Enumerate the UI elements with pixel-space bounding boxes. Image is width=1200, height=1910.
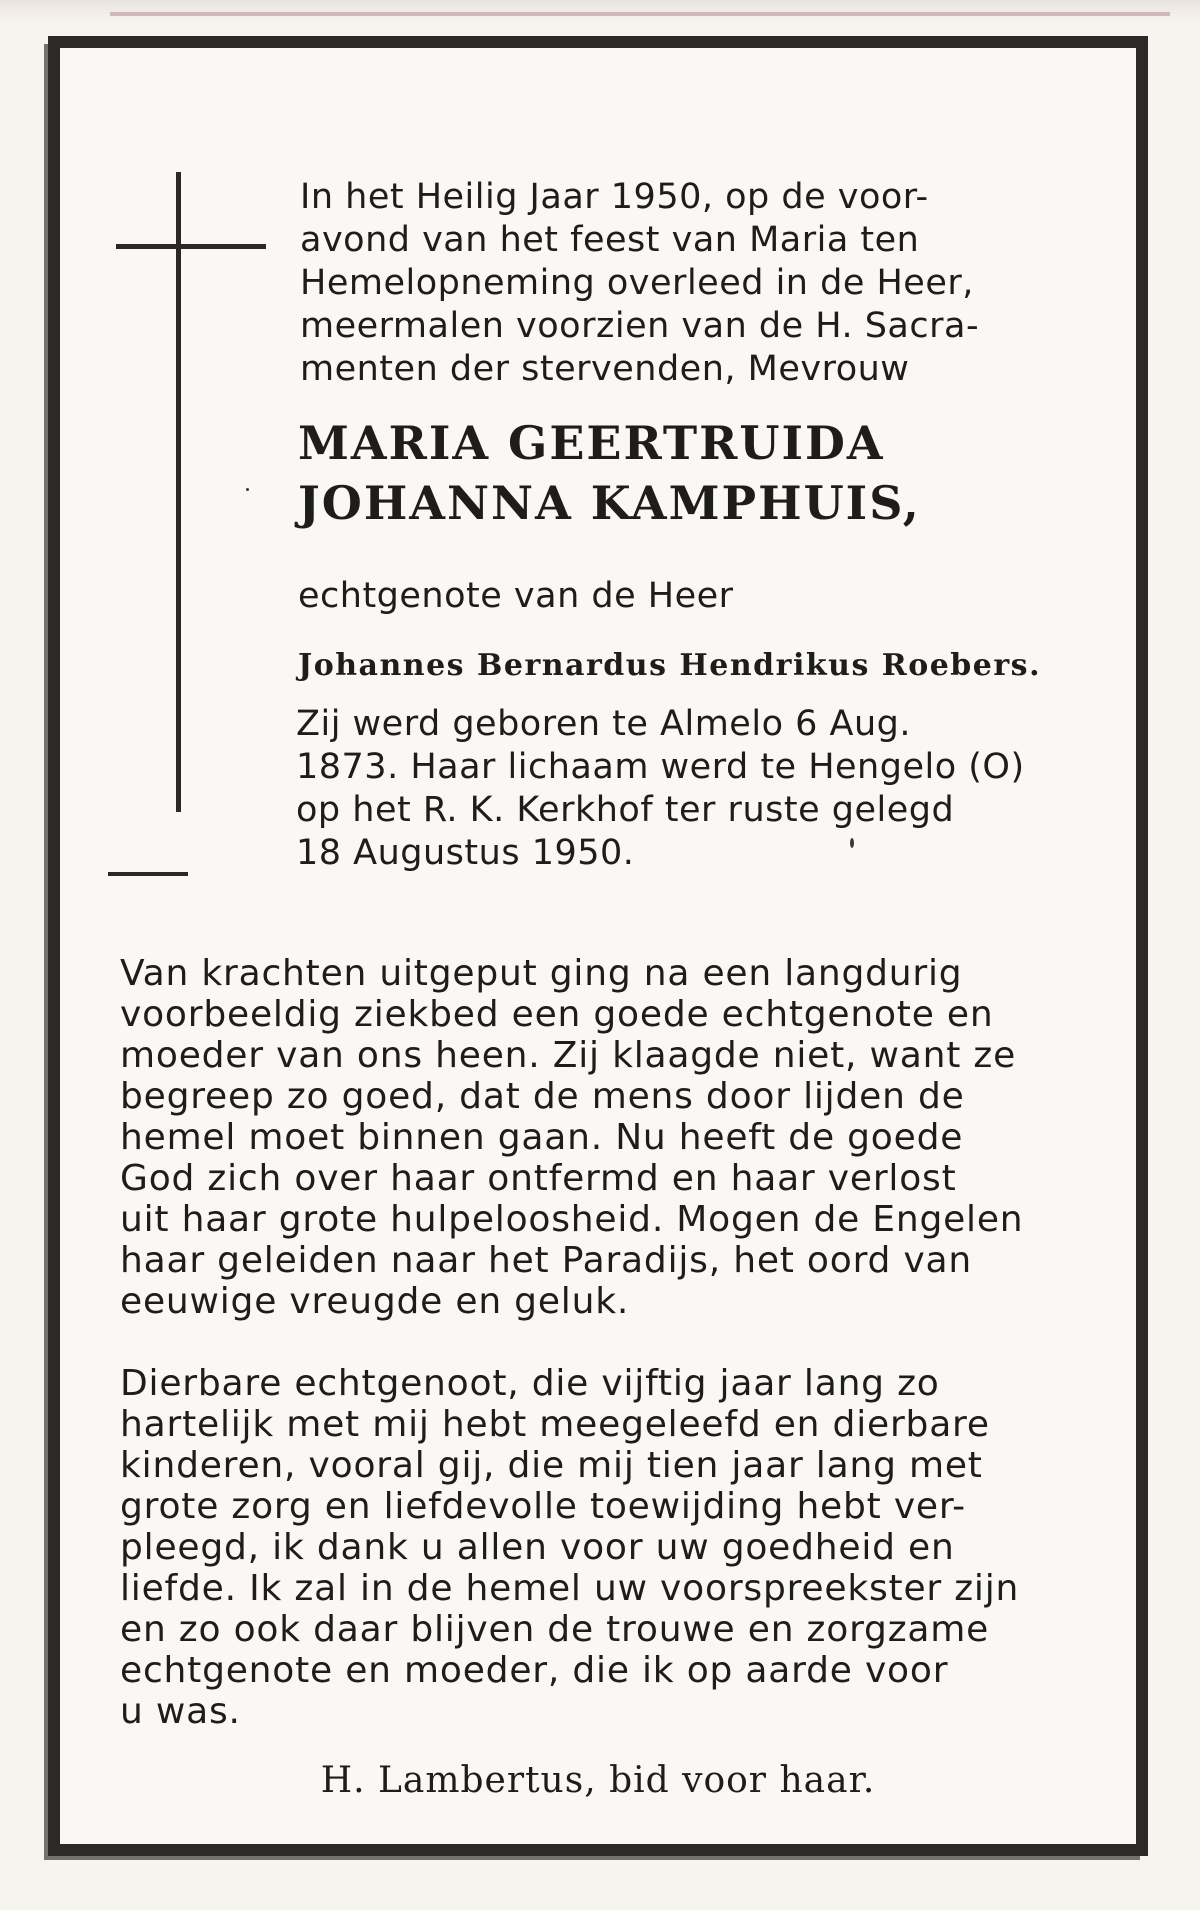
paragraph-line: kinderen, vooral gij, die mij tien jaar lang met [120,1445,983,1486]
paragraph-line: hemel moet binnen gaan. Nu heeft de goede [120,1117,964,1158]
birth-line: op het R. K. Kerkhof ter ruste gelegd [296,790,955,830]
deceased-name-line: JOHANNA KAMPHUIS, [298,476,921,530]
birth-line: Zij werd geboren te Almelo 6 Aug. [296,704,911,744]
paragraph-line: hartelijk met mij hebt meegeleefd en dierbare [120,1404,990,1445]
paragraph-line: God zich over haar ontfermd en haar verlost [120,1158,957,1199]
paragraph-line: liefde. Ik zal in de hemel uw voorspreekster zijn [120,1568,1020,1609]
intro-line: menten der stervenden, Mevrouw [300,349,910,389]
scan-speck [850,838,854,848]
paragraph-line: echtgenote en moeder, die ik op aarde voor [120,1650,949,1691]
paragraph-line: en zo ook daar blijven de trouwe en zorgzame [120,1609,990,1650]
cross-icon-horizontal-bar [116,244,266,249]
intro-text [300,176,1130,391]
paragraph-line: haar geleiden naar het Paradijs, het oord van [120,1240,973,1281]
birth-line: 1873. Haar lichaam werd te Hengelo (O) [296,747,1025,787]
deceased-name-line: MARIA GEERTRUIDA [298,416,885,470]
paragraph-line: moeder van ons heen. Zij klaagde niet, want ze [120,1035,1017,1076]
intro-line: In het Heilig Jaar 1950, op de voor- [300,177,929,217]
paragraph-line: begreep zo goed, dat de mens door lijden de [120,1076,965,1117]
paragraph-tribute [120,953,1130,1322]
birth-burial-text [296,703,1136,875]
cross-icon-vertical-bar [176,172,181,812]
birth-line: 18 Augustus 1950. [296,833,635,873]
paragraph-farewell [120,1363,1130,1732]
spouse-name: Johannes Bernardus Hendrikus Roebers. [298,648,1042,683]
intro-line: meermalen voorzien van de H. Sacra- [300,306,980,346]
paragraph-line: Dierbare echtgenoot, die vijftig jaar lang zo [120,1363,940,1404]
closing-prayer: H. Lambertus, bid voor haar. [320,1760,876,1801]
intro-line: Hemelopneming overleed in de Heer, [300,263,974,303]
paragraph-line: uit haar grote hulpeloosheid. Mogen de Engelen [120,1199,1024,1240]
paragraph-line: pleegd, ik dank u allen voor uw goedheid en [120,1527,955,1568]
memorial-card [48,36,1148,1856]
paragraph-line: voorbeeldig ziekbed een goede echtgenote en [120,994,994,1035]
deceased-name [298,413,1138,533]
scan-top-edge [0,0,1200,22]
paragraph-line: Van krachten uitgeput ging na een langdurig [120,953,963,994]
scan-red-line [110,12,1170,16]
paragraph-line: u was. [120,1691,241,1732]
paragraph-line: eeuwige vreugde en geluk. [120,1281,630,1322]
scan-speck [246,488,249,491]
spouse-label: echtgenote van de Heer [298,576,734,616]
intro-line: avond van het feest van Maria ten [300,220,920,260]
paragraph-line: grote zorg en liefdevolle toewijding hebt ver- [120,1486,966,1527]
section-divider [108,872,188,876]
